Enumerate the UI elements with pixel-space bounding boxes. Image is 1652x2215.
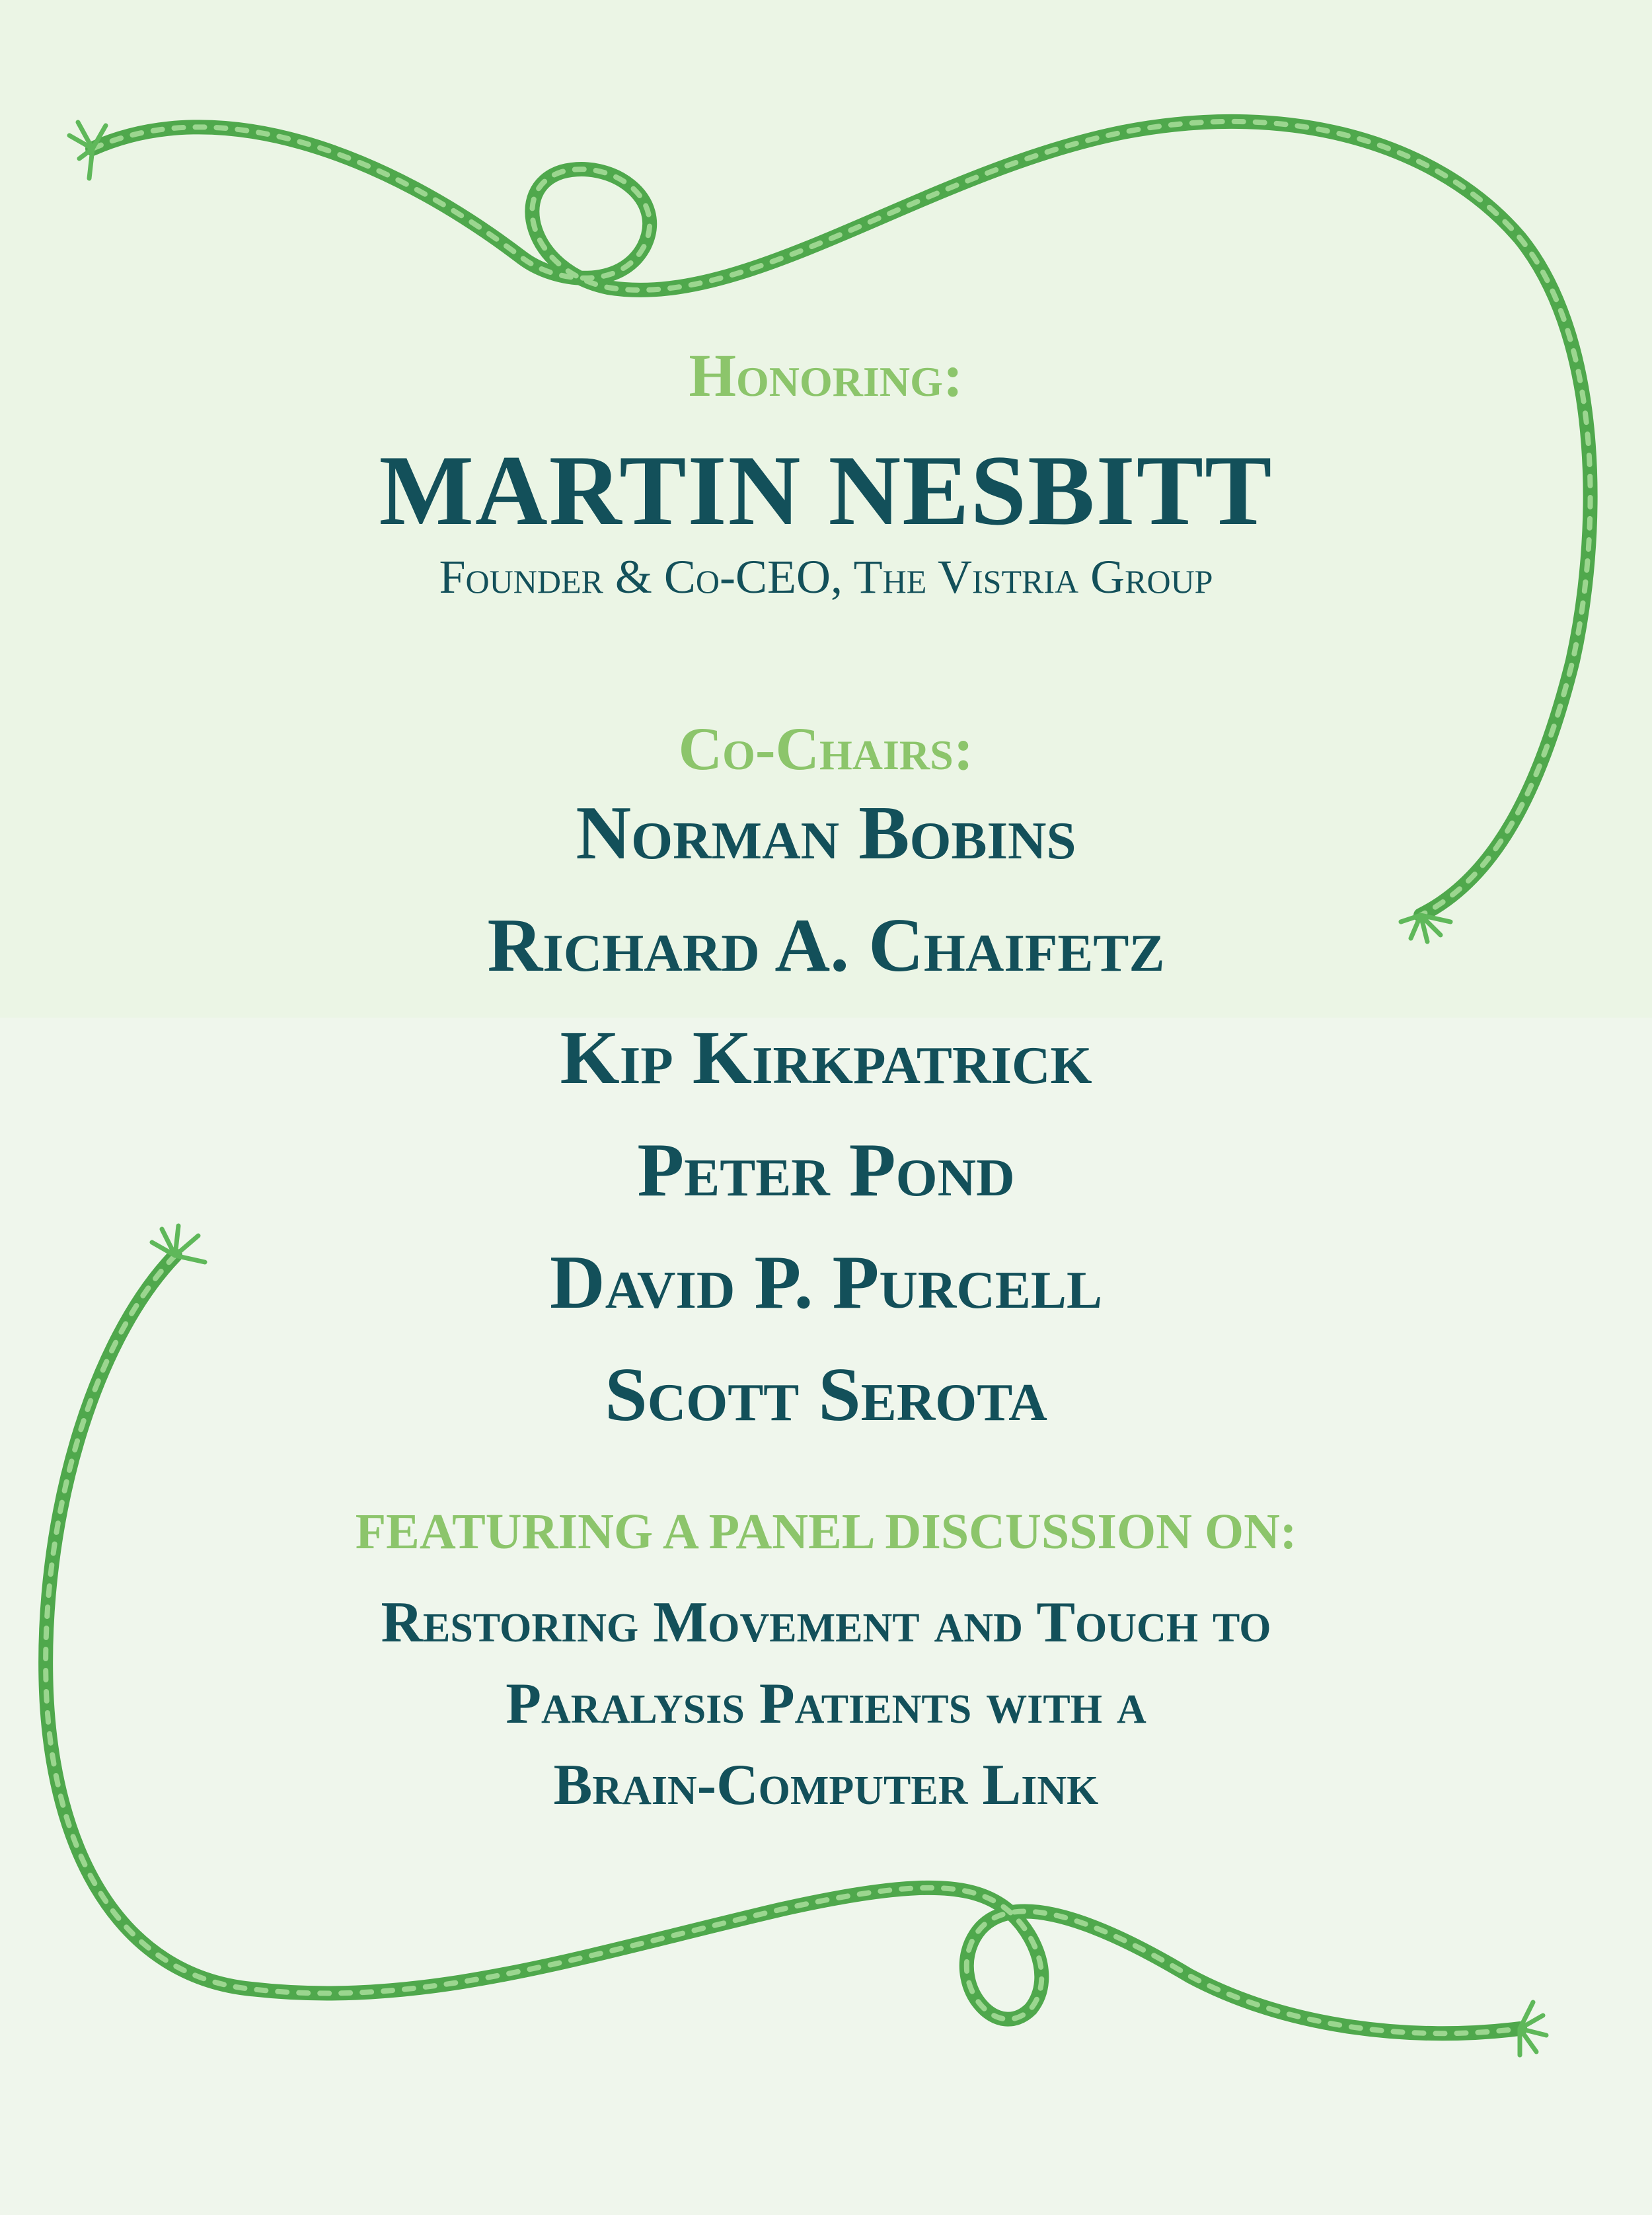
honoree-title: Founder & Co-CEO, The Vistria Group	[439, 550, 1213, 603]
honoree-name: MARTIN NESBITT	[379, 435, 1273, 546]
panel-discussion-label: FEATURING A PANEL DISCUSSION ON:	[355, 1504, 1297, 1559]
co-chair-name: David P. Purcell	[550, 1240, 1102, 1325]
panel-topic-line: Restoring Movement and Touch to	[381, 1591, 1271, 1655]
co-chair-name: Scott Serota	[605, 1353, 1047, 1437]
co-chairs-label: Co-Chairs:	[678, 715, 974, 782]
co-chair-name: Norman Bobins	[576, 791, 1076, 876]
co-chair-name: Richard A. Chaifetz	[487, 903, 1165, 988]
panel-topic-line: Paralysis Patients with a	[506, 1672, 1146, 1736]
co-chair-name: Peter Pond	[637, 1128, 1015, 1213]
panel-topic-line: Brain-Computer Link	[553, 1753, 1099, 1817]
co-chair-name: Kip Kirkpatrick	[560, 1016, 1092, 1100]
honoring-label: Honoring:	[689, 342, 963, 409]
